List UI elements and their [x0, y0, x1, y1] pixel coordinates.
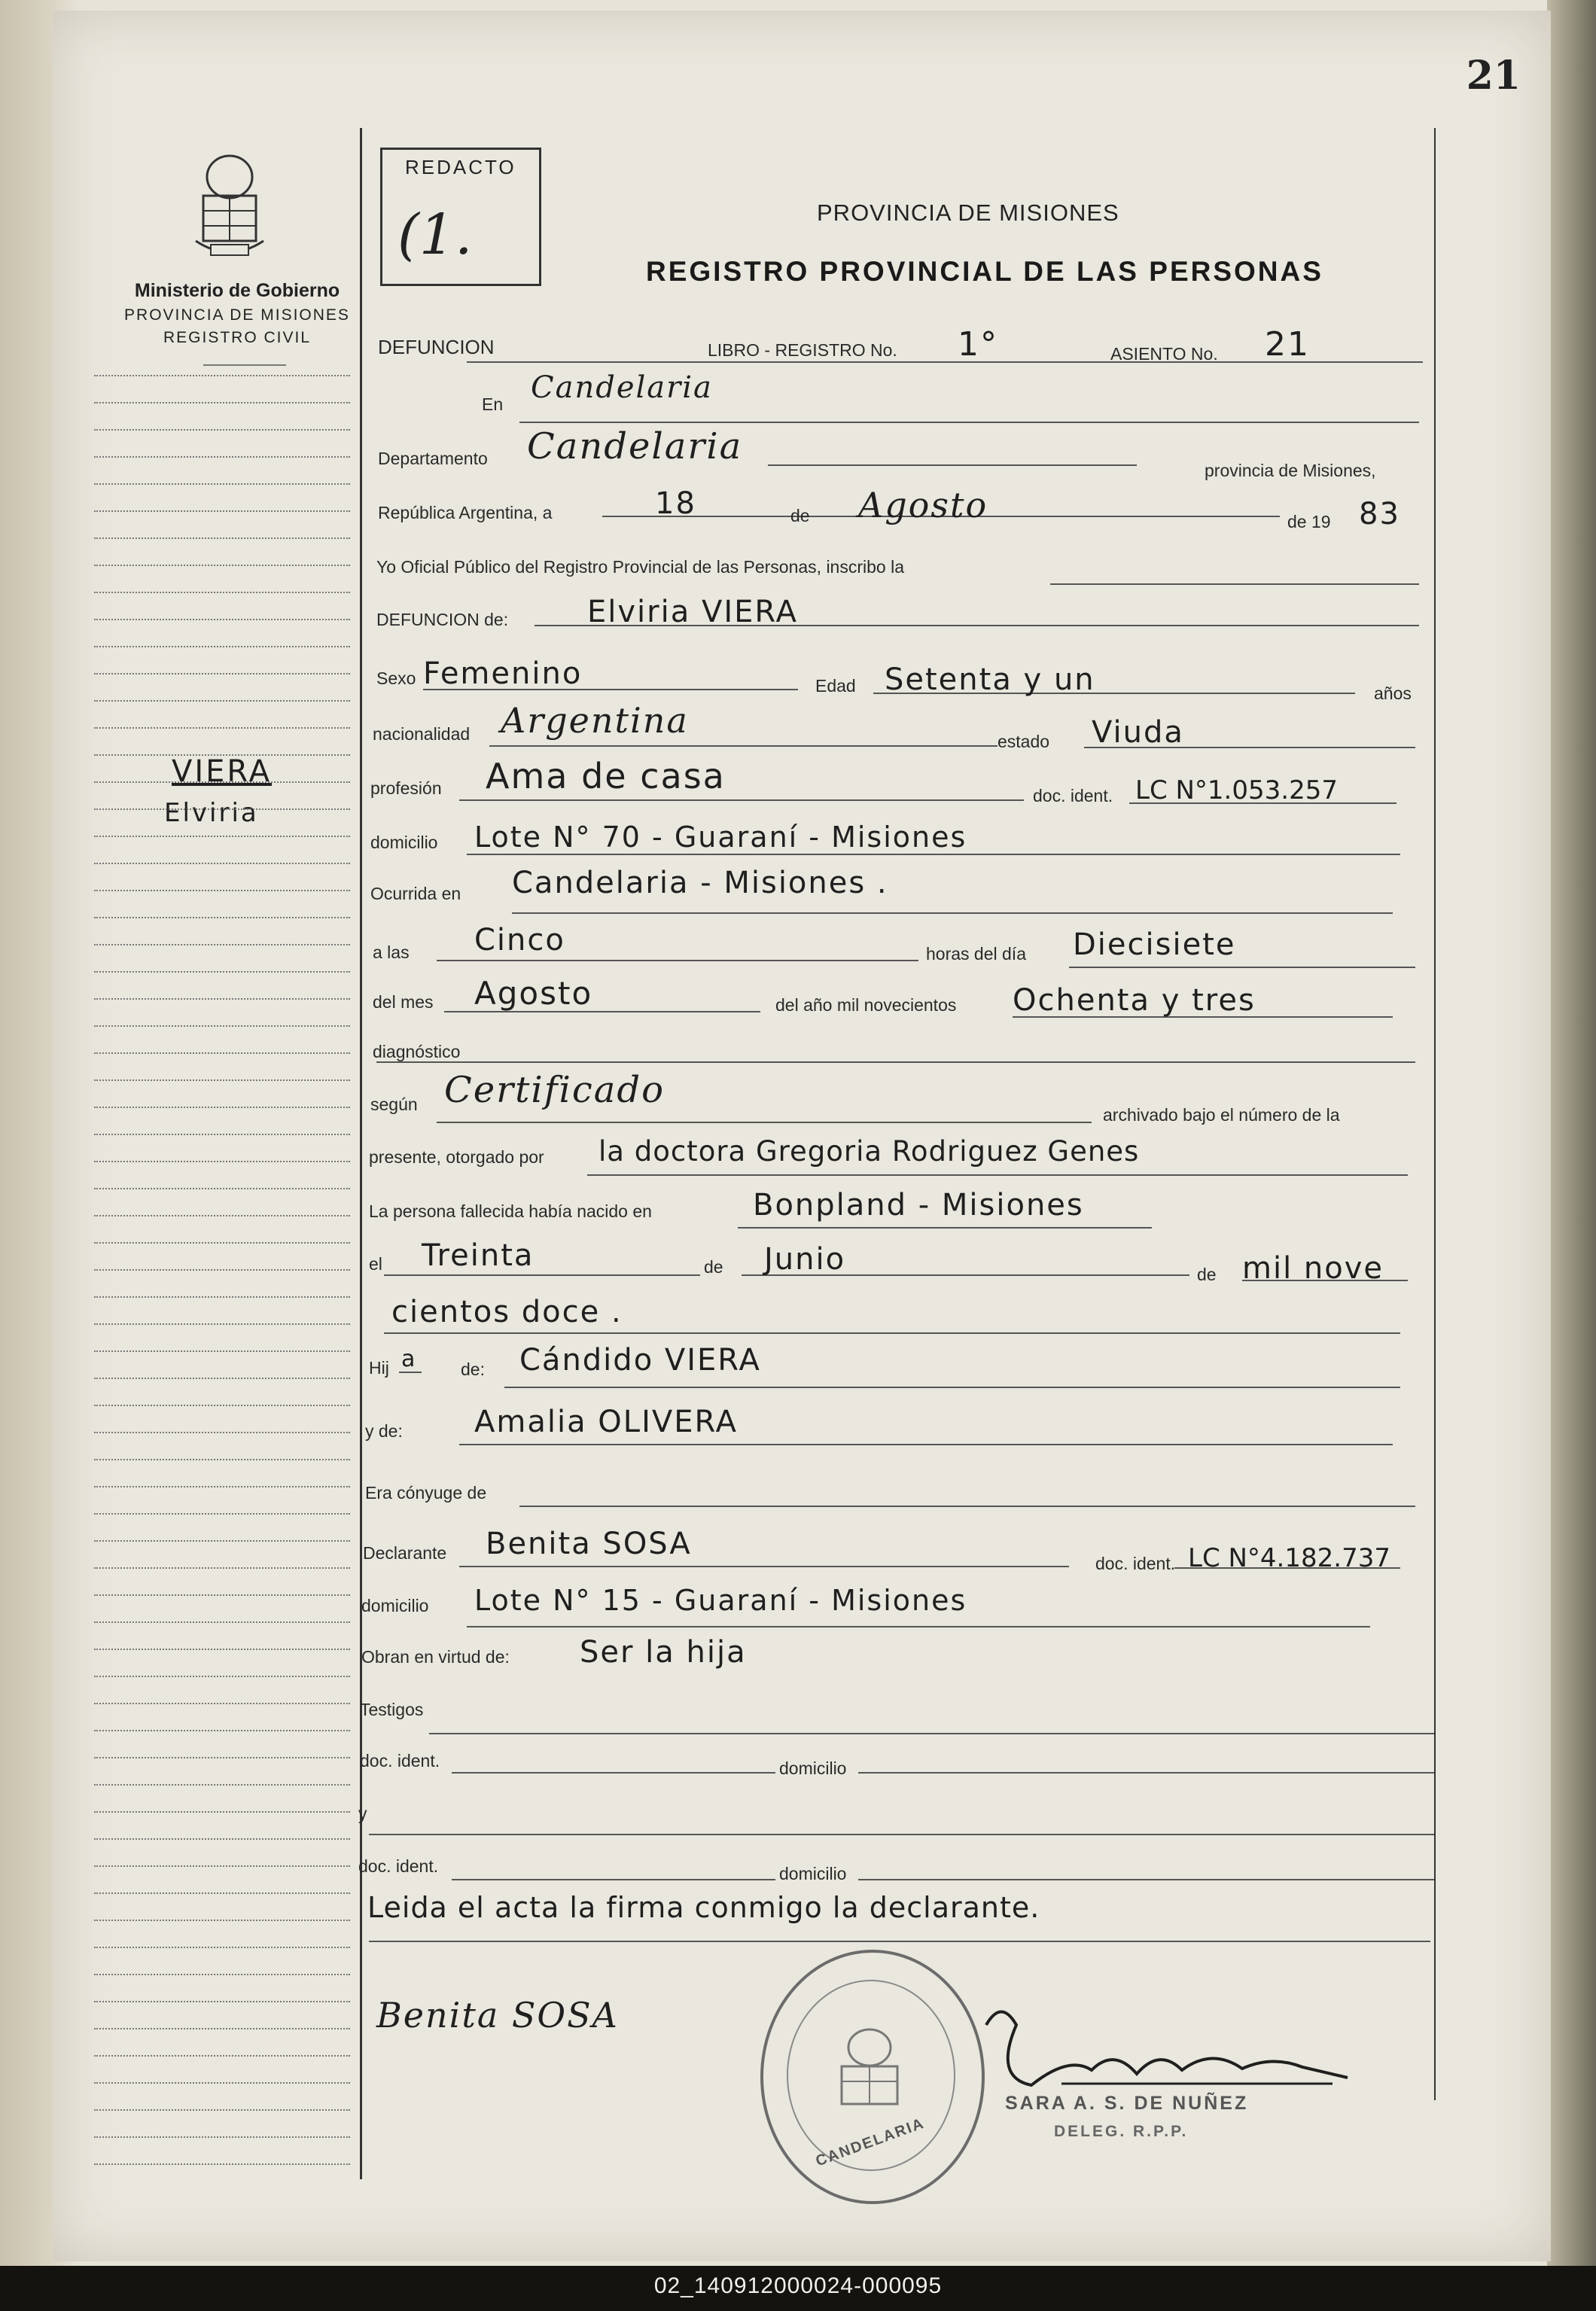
margin-surname: VIERA	[172, 754, 272, 789]
profesion-value: Ama de casa	[486, 756, 726, 796]
margin-rule	[94, 456, 350, 459]
anios-label: años	[1374, 684, 1412, 703]
margin-rule	[94, 510, 350, 513]
form-rule	[467, 1626, 1370, 1627]
form-rule	[459, 1444, 1393, 1445]
y-label: y	[358, 1804, 367, 1823]
form-rule	[519, 422, 1419, 423]
margin-rule	[94, 2136, 350, 2139]
libro-value: 1°	[958, 325, 998, 364]
delanio-value: Ochenta y tres	[1013, 983, 1256, 1018]
margin-rule	[94, 890, 350, 893]
margin-rule	[94, 1757, 350, 1760]
margin-rule	[94, 1594, 350, 1597]
obran-value: Ser la hija	[580, 1635, 747, 1670]
page-number: 21	[1466, 53, 1521, 99]
caption-bar	[0, 2266, 1596, 2311]
testigos-label: Testigos	[360, 1700, 424, 1719]
margin-rule	[94, 781, 350, 784]
margin-rule	[94, 1107, 350, 1110]
docident2-value: LC N°4.182.737	[1188, 1543, 1390, 1573]
ocurrida-value: Candelaria - Misiones .	[512, 866, 888, 900]
archivado-label: archivado bajo el número de la	[1103, 1105, 1340, 1125]
defuncion-label: DEFUNCION	[378, 336, 495, 358]
dia-value: 18	[655, 486, 696, 521]
margin-rule	[94, 1161, 350, 1164]
margin-rule	[94, 1892, 350, 1895]
sexo-value: Femenino	[423, 656, 583, 691]
form-rule	[519, 1506, 1415, 1507]
margin-rule	[94, 1486, 350, 1489]
defuncion-de-label: DEFUNCION de:	[376, 610, 509, 629]
presente-label: presente, otorgado por	[369, 1147, 544, 1167]
margin-rule	[94, 1242, 350, 1245]
margin-rule	[94, 1974, 350, 1977]
margin-rule	[94, 1134, 350, 1137]
margin-rule	[94, 429, 350, 432]
alas-value: Cinco	[474, 923, 565, 958]
hija-de-label: de:	[461, 1360, 485, 1379]
margin-rule	[94, 998, 350, 1001]
departamento-label: Departamento	[378, 449, 488, 468]
form-rule	[452, 1772, 775, 1774]
ministry-underline	[203, 364, 286, 366]
domicilio2-label: domicilio	[361, 1596, 429, 1615]
de2-value: Junio	[764, 1242, 846, 1277]
de3-value: mil nove	[1242, 1251, 1384, 1286]
delmes-value: Agosto	[474, 975, 593, 1012]
margin-rule	[94, 1079, 350, 1082]
margin-rule	[94, 537, 350, 540]
docident-label: doc. ident.	[1033, 786, 1113, 805]
departamento-value: Candelaria	[527, 425, 743, 467]
yde-value: Amalia OLIVERA	[474, 1405, 739, 1439]
domicilio2-value: Lote N° 15 - Guaraní - Misiones	[474, 1584, 967, 1617]
docident3-label: doc. ident.	[360, 1751, 440, 1771]
margin-rule	[94, 1378, 350, 1381]
margin-rule	[94, 1350, 350, 1353]
diagnostico-label: diagnóstico	[373, 1042, 461, 1061]
margin-rule	[94, 619, 350, 622]
official-title: DELEG. R.P.P.	[1054, 2123, 1189, 2140]
margin-rule	[94, 646, 350, 649]
margin-rule	[94, 375, 350, 378]
form-rule	[858, 1879, 1434, 1880]
form-rule	[858, 1772, 1434, 1774]
margin-given-name: Elviria	[164, 798, 259, 828]
margin-rule	[94, 1920, 350, 1923]
docident-value: LC N°1.053.257	[1135, 775, 1338, 805]
segun-value: Certificado	[444, 1069, 665, 1111]
form-rule	[384, 1274, 700, 1276]
asiento-value: 21	[1265, 325, 1310, 364]
margin-rule	[94, 673, 350, 676]
margin-rule	[94, 836, 350, 839]
margin-rule	[94, 1459, 350, 1462]
segun-label: según	[370, 1095, 418, 1114]
form-rule	[369, 1941, 1430, 1942]
margin-rule	[94, 1703, 350, 1706]
declarant-signature: Benita SOSA	[376, 1995, 619, 2035]
form-rule	[738, 1227, 1152, 1229]
domicilio4-label: domicilio	[779, 1864, 847, 1883]
form-rule	[504, 1387, 1400, 1388]
nacionalidad-label: nacionalidad	[373, 724, 471, 744]
form-rule	[459, 799, 1024, 801]
margin-rule	[94, 808, 350, 811]
margin-rule	[94, 1649, 350, 1652]
margin-rule	[94, 1025, 350, 1028]
margin-rule	[94, 971, 350, 974]
horas-label: horas del día	[926, 944, 1026, 964]
horas-value: Diecisiete	[1073, 927, 1236, 962]
republica-label: República Argentina, a	[378, 503, 553, 522]
hija-suffix: a	[401, 1346, 417, 1372]
form-rule	[459, 1566, 1069, 1567]
asiento-label: ASIENTO No.	[1110, 344, 1218, 364]
declarante-value: Benita SOSA	[486, 1527, 692, 1561]
margin-rule	[94, 1621, 350, 1624]
redacto-label: REDACTO	[405, 156, 516, 178]
docident2-label: doc. ident.	[1095, 1554, 1176, 1573]
conyuge-label: Era cónyuge de	[365, 1483, 487, 1503]
hija-label: Hij	[369, 1358, 389, 1378]
domicilio-value: Lote N° 70 - Guaraní - Misiones	[474, 821, 967, 854]
estado-value: Viuda	[1092, 715, 1184, 750]
book-spine	[1547, 0, 1596, 2266]
margin-rule	[94, 944, 350, 947]
en-label: En	[482, 394, 504, 414]
form-rule	[489, 745, 998, 747]
ministry-line1: Ministerio de Gobierno	[134, 280, 340, 301]
margin-rule	[94, 727, 350, 730]
declarante-label: Declarante	[363, 1543, 447, 1563]
ministry-block	[98, 280, 376, 347]
registry-heading: REGISTRO PROVINCIAL DE LAS PERSONAS	[646, 256, 1323, 287]
official-name: SARA A. S. DE NUÑEZ	[1005, 2093, 1249, 2114]
margin-rule	[94, 1269, 350, 1272]
margin-rule	[94, 1215, 350, 1218]
form-rule	[452, 1879, 775, 1880]
profesion-label: profesión	[370, 778, 442, 798]
margin-rule	[94, 1540, 350, 1543]
form-rule	[437, 1122, 1092, 1123]
form-rule	[512, 912, 1393, 914]
en-value: Candelaria	[531, 370, 713, 405]
margin-rule	[94, 1567, 350, 1570]
margin-rule	[94, 1811, 350, 1814]
margin-rule	[94, 1865, 350, 1868]
form-rule	[376, 1061, 1415, 1063]
oficial-text: Yo Oficial Público del Registro Provincial de las Personas, inscribo la	[376, 557, 904, 577]
alas-label: a las	[373, 942, 410, 962]
ministry-line2: PROVINCIA DE MISIONES	[124, 306, 350, 324]
right-border-line	[1434, 128, 1436, 2100]
province-heading: PROVINCIA DE MISIONES	[817, 199, 1119, 226]
el-label: el	[369, 1254, 382, 1274]
ministry-line3: REGISTRO CIVIL	[163, 329, 312, 346]
margin-rule	[94, 863, 350, 866]
provincia-suffix: provincia de Misiones,	[1205, 461, 1376, 480]
margin-rule	[94, 700, 350, 703]
redacto-value: (1.	[397, 202, 473, 267]
margin-rule	[94, 2082, 350, 2085]
margin-rule	[94, 2028, 350, 2031]
form-rule	[1050, 583, 1419, 585]
redacto-box	[380, 148, 541, 286]
margin-rule	[94, 592, 350, 595]
sexo-label: Sexo	[376, 668, 416, 688]
margin-rule	[94, 754, 350, 757]
form-rule	[1069, 967, 1415, 968]
form-rule	[437, 960, 918, 961]
form-rule	[467, 854, 1400, 855]
margin-rule	[94, 1052, 350, 1055]
margin-rule	[94, 1513, 350, 1516]
margin-rule	[94, 2163, 350, 2166]
continuation-value: cientos doce .	[391, 1295, 623, 1329]
nacionalidad-value: Argentina	[501, 700, 689, 741]
nacido-value: Bonpland - Misiones	[753, 1188, 1084, 1222]
domicilio3-label: domicilio	[779, 1758, 847, 1778]
de-label: de	[790, 506, 810, 525]
margin-rule	[94, 565, 350, 568]
anio-value: 83	[1359, 497, 1400, 531]
margin-rule	[94, 1784, 350, 1787]
margin-rule	[94, 2001, 350, 2004]
margin-rule	[94, 483, 350, 486]
margin-rule	[94, 1730, 350, 1733]
margin-rule	[94, 1323, 350, 1326]
margin-rule	[94, 2109, 350, 2112]
ocurrida-label: Ocurrida en	[370, 884, 461, 903]
margin-rule	[94, 1188, 350, 1191]
image-caption: 02_140912000024-000095	[653, 2273, 943, 2298]
margin-rule	[94, 1405, 350, 1408]
form-rule	[369, 1834, 1434, 1835]
delmes-label: del mes	[373, 992, 434, 1012]
margin-rule	[94, 2055, 350, 2058]
docident4-label: doc. ident.	[358, 1856, 439, 1876]
de3-label: de	[1197, 1265, 1217, 1284]
defuncion-de-value: Elviria VIERA	[587, 595, 798, 629]
form-rule	[429, 1733, 1434, 1734]
yde-label: y de:	[365, 1421, 403, 1441]
mes-value: Agosto	[858, 485, 988, 525]
edad-label: Edad	[815, 676, 856, 696]
margin-rule	[94, 402, 350, 405]
form-rule	[384, 1332, 1400, 1334]
de2-label: de	[704, 1257, 723, 1277]
libro-label: LIBRO - REGISTRO No.	[708, 340, 897, 360]
nacido-label: La persona fallecida había nacido en	[369, 1201, 652, 1221]
stamp-emblem-icon	[828, 2025, 911, 2115]
presente-value: la doctora Gregoria Rodriguez Genes	[598, 1135, 1140, 1168]
margin-rule	[94, 1676, 350, 1679]
estado-label: estado	[998, 732, 1050, 751]
el-value: Treinta	[422, 1238, 535, 1273]
edad-value: Setenta y un	[885, 662, 1095, 697]
coat-of-arms-icon	[188, 151, 271, 263]
domicilio-label: domicilio	[370, 833, 438, 852]
official-signature	[971, 1995, 1363, 2108]
leida-text: Leida el acta la firma conmigo la declarante.	[367, 1891, 1040, 1924]
margin-rule	[94, 1296, 350, 1299]
obran-label: Obran en virtud de:	[361, 1647, 510, 1667]
form-rule	[768, 464, 1137, 466]
margin-rule	[94, 1838, 350, 1841]
margin-rule	[94, 1947, 350, 1950]
anio-prefix: de 19	[1287, 512, 1331, 531]
margin-rule	[94, 917, 350, 920]
delanio-label: del año mil novecientos	[775, 995, 957, 1015]
margin-rule	[94, 1432, 350, 1435]
stamp-bottom-text: CANDELARIA	[813, 2115, 927, 2170]
hija-value: Cándido VIERA	[519, 1343, 761, 1378]
form-rule	[587, 1174, 1408, 1176]
